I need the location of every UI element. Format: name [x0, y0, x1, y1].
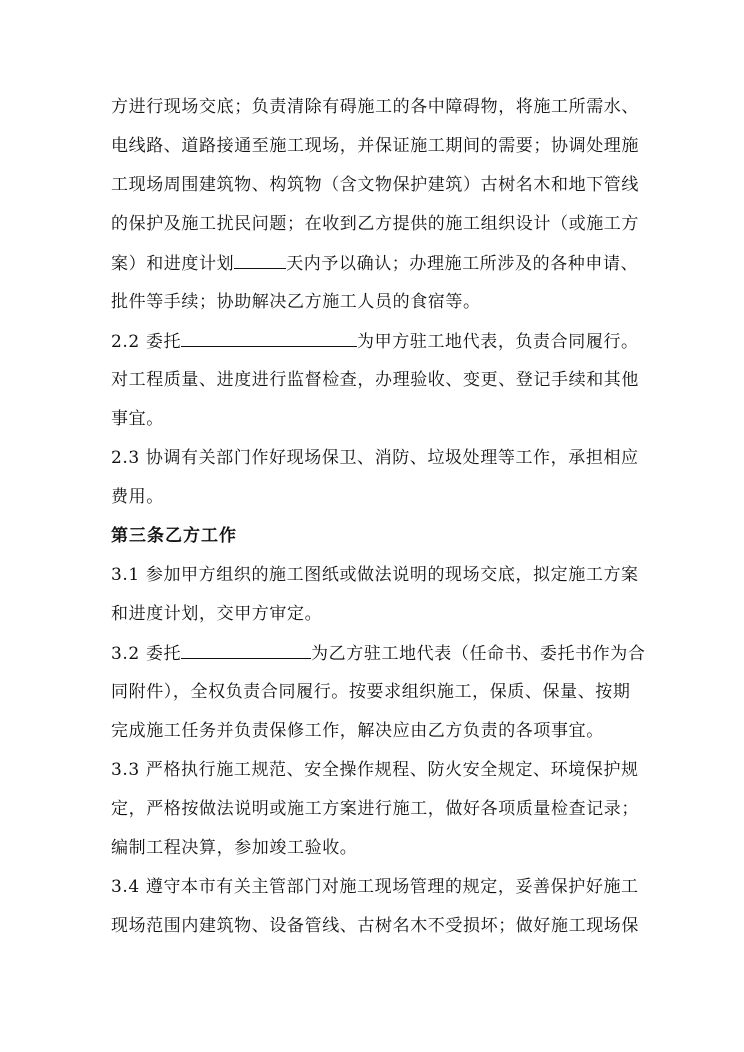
- body-line: 方进行现场交底；负责清除有碍施工的各中障碍物，将施工所需水、: [111, 97, 639, 117]
- body-line: 同附件），全权负责合同履行。按要求组织施工，保质、保量、按期: [111, 682, 631, 702]
- body-line: 完成施工任务并负责保修工作，解决应由乙方负责的各项事宜。: [111, 721, 604, 741]
- clause-line: 3.4 遵守本市有关主管部门对施工现场管理的规定，妥善保护好施工: [111, 877, 639, 897]
- body-line: 工现场周围建筑物、构筑物（含文物保护建筑）古树名木和地下管线: [111, 175, 639, 195]
- fill-in-blank-days: [234, 253, 286, 269]
- clause-line: 2.3 协调有关部门作好现场保卫、消防、垃圾处理等工作，承担相应: [111, 448, 639, 468]
- body-line: 对工程质量、进度进行监督检查，办理验收、变更、登记手续和其他: [111, 370, 639, 390]
- body-line: 费用。: [111, 487, 164, 507]
- line-text: 2.2 委托: [111, 332, 182, 352]
- body-line: 的保护及施工扰民问题；在收到乙方提供的施工组织设计（或施工方: [111, 214, 639, 234]
- body-line: 定，严格按做法说明或施工方案进行施工，做好各项质量检查记录；: [111, 799, 639, 819]
- line-text: 为甲方驻工地代表，负责合同履行。: [357, 332, 639, 352]
- clause-line-with-blank: [111, 643, 646, 664]
- body-line: 现场范围内建筑物、设备管线、古树名木不受损坏；做好施工现场保: [111, 916, 639, 936]
- body-line: 批件等手续；协助解决乙方施工人员的食宿等。: [111, 292, 481, 312]
- body-line: 电线路、道路接通至施工现场，并保证施工期间的需要；协调处理施: [111, 136, 639, 156]
- line-text: 案）和进度计划: [111, 254, 235, 274]
- clause-line: 3.3 严格执行施工规范、安全操作规程、防火安全规定、环境保护规: [111, 760, 639, 780]
- body-line-with-blank: [111, 253, 641, 274]
- section-heading: 第三条乙方工作: [111, 526, 237, 546]
- line-text: 天内予以确认；办理施工所涉及的各种申请、: [286, 254, 639, 274]
- body-line: 和进度计划，交甲方审定。: [111, 604, 323, 624]
- clause-line-with-blank: [111, 331, 641, 352]
- body-line: 事宜。: [111, 409, 164, 429]
- fill-in-blank-party-b-representative: [181, 643, 311, 659]
- fill-in-blank-party-a-representative: [181, 331, 357, 347]
- clause-line: 3.1 参加甲方组织的施工图纸或做法说明的现场交底，拟定施工方案: [111, 565, 639, 585]
- body-line: 编制工程决算，参加竣工验收。: [111, 838, 358, 858]
- line-text: 为乙方驻工地代表（任命书、委托书作为合: [311, 644, 646, 664]
- line-text: 3.2 委托: [111, 644, 182, 664]
